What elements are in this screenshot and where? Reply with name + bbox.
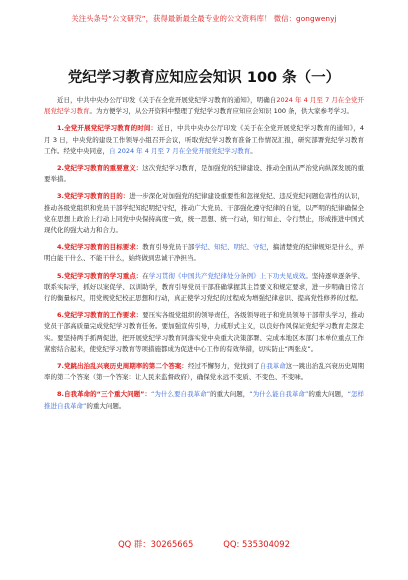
item-emphasis: “怎样推进自我革命” (44, 390, 364, 410)
item-8 (44, 389, 364, 411)
item-4 (44, 242, 364, 264)
item-text: 近日，中共中央办公厅印发《关于在全党开展党纪学习教育的通知》，4 月 3 日，中央党的建设工作领导小组召开会议，听取党纪学习教育准备工作情况汇报，研究部署党纪学习教育工作。经党中央同意， (44, 124, 364, 155)
qq-text: QQ: 535304092 (223, 539, 290, 549)
item-emphasis: “为什么要自我革命” (151, 390, 211, 399)
item-3 (44, 191, 364, 236)
item-heading: 2.党纪学习教育的重要意义： (57, 164, 143, 173)
item-text: 在 (142, 271, 149, 280)
item-text: 的重大问题， (210, 390, 250, 399)
item-text: 经过不懈努力，党找到了 (187, 362, 260, 371)
item-heading: 1.全党开展党纪学习教育的时间： (57, 124, 158, 133)
item-emphasis: “为什么能自我革命” (249, 390, 309, 399)
item-1 (44, 123, 364, 157)
item-emphasis: 学习贯彻《中国共产党纪律处分条例》上下功夫见成效 (148, 271, 306, 280)
document-body (44, 95, 364, 412)
item-text: 要压实各级党组织的领导责任，各级领导班子和党员领导干部带头学习，推动党员干部高质量完成党纪学习教育任务。要加强宣传引导，力戒形式主义，以良好作风保证党纪学习教育走深走实。要坚持两手抓两促进，把开展党纪学习教育同落实党中央重大决策部署、完成本地区本部门本单位重点工作紧密结合起来，使党纪学习教育等项措施都成为促进中心工作的有效举措，切实防止“两张皮”。 (44, 311, 364, 353)
top-banner: 关注头条号“公文研究”，获得最新最全最专业的公文资料库！ 微信：gongwenyj (71, 14, 337, 23)
item-6 (44, 310, 364, 355)
item-emphasis: 自我革命 (259, 362, 286, 371)
item-text: 。 (250, 146, 257, 155)
item-heading: 3.党纪学习教育的目的： (57, 192, 130, 201)
item-text: 。坚持逐章逐条学、联系实际学，抓好以案促学、以训助学，教育引导党员干部准确掌握其主旨要义和规定要求，进一步明确日常言行的衡量标尺，用党规党纪校正思想和行动，真正使学习党纪的过程成为增强纪律意识、提高党性修养的过程。 (44, 271, 365, 303)
item-emphasis: 学纪、知纪、明纪、守纪 (194, 243, 267, 252)
page-title: 党纪学习教育应知应会知识 100 条（一） (67, 70, 341, 86)
qq-group-text: QQ 群：30265665 (118, 539, 194, 549)
item-heading: 8.自我革命的“三个重大问题”： (57, 390, 152, 399)
intro-highlight: 2024 年 4 月至 7 月在全党开展党纪学习教育 (44, 96, 365, 116)
item-text: 这一跳出治乱兴衰历史周期率的第二个答案（第一个答案：让人民来监督政府），确保党永远不变质、不变色、不变味。 (44, 362, 365, 382)
item-text: 的重大问题。 (86, 401, 126, 410)
item-2 (44, 163, 364, 185)
item-text: ，搞清楚党的纪律规矩是什么，弄明白能干什么、不能干什么，始终做到忠诚干净担当。 (44, 243, 365, 263)
item-text: 这次党纪学习教育，是加强党的纪律建设、推动全面从严治党向纵深发展的重要举措。 (44, 164, 364, 184)
item-7 (44, 361, 364, 383)
item-heading: 4.党纪学习教育的目标要求： (57, 243, 143, 252)
item-text: 教育引导党员干部 (142, 243, 195, 252)
item-heading: 5.党纪学习教育的学习重点： (57, 271, 143, 280)
intro-paragraph (44, 95, 364, 117)
intro-text-a: 近日，中共中央办公厅印发《关于在全党开展党纪学习教育的通知》，明确自 (57, 96, 277, 104)
item-heading: 7.党跳出治乱兴衰历史周期率的第二个答案： (57, 362, 188, 371)
item-heading: 6.党纪学习教育的工作要求： (57, 311, 143, 320)
item-5 (44, 271, 364, 305)
item-text: 的重大问题， (308, 390, 348, 399)
footer-contact (0, 538, 408, 550)
item-text: 进一步深化对加强党的纪律建设重要性和忽视党纪、违反党纪问题危害性的认识，推动各级党组织和党员干部学纪知纪明纪守纪，推动广大党员、干部强化遵守纪律的自觉，以严明的纪律确保全党在思想上政治上行动上同党中央保持高度一致，统一思想、统一行动，知行知止、令行禁止，形成推进中国式现代化的强大动力和合力。 (44, 192, 364, 235)
item-emphasis: 自 2024 年 4 月至 7 月在全党开展党纪学习教育 (109, 146, 251, 155)
intro-text-b: 。为方便学习，从公开资料中整理了党纪学习教育应知应会知识 100 条，供大家参考学习。 (89, 107, 354, 116)
